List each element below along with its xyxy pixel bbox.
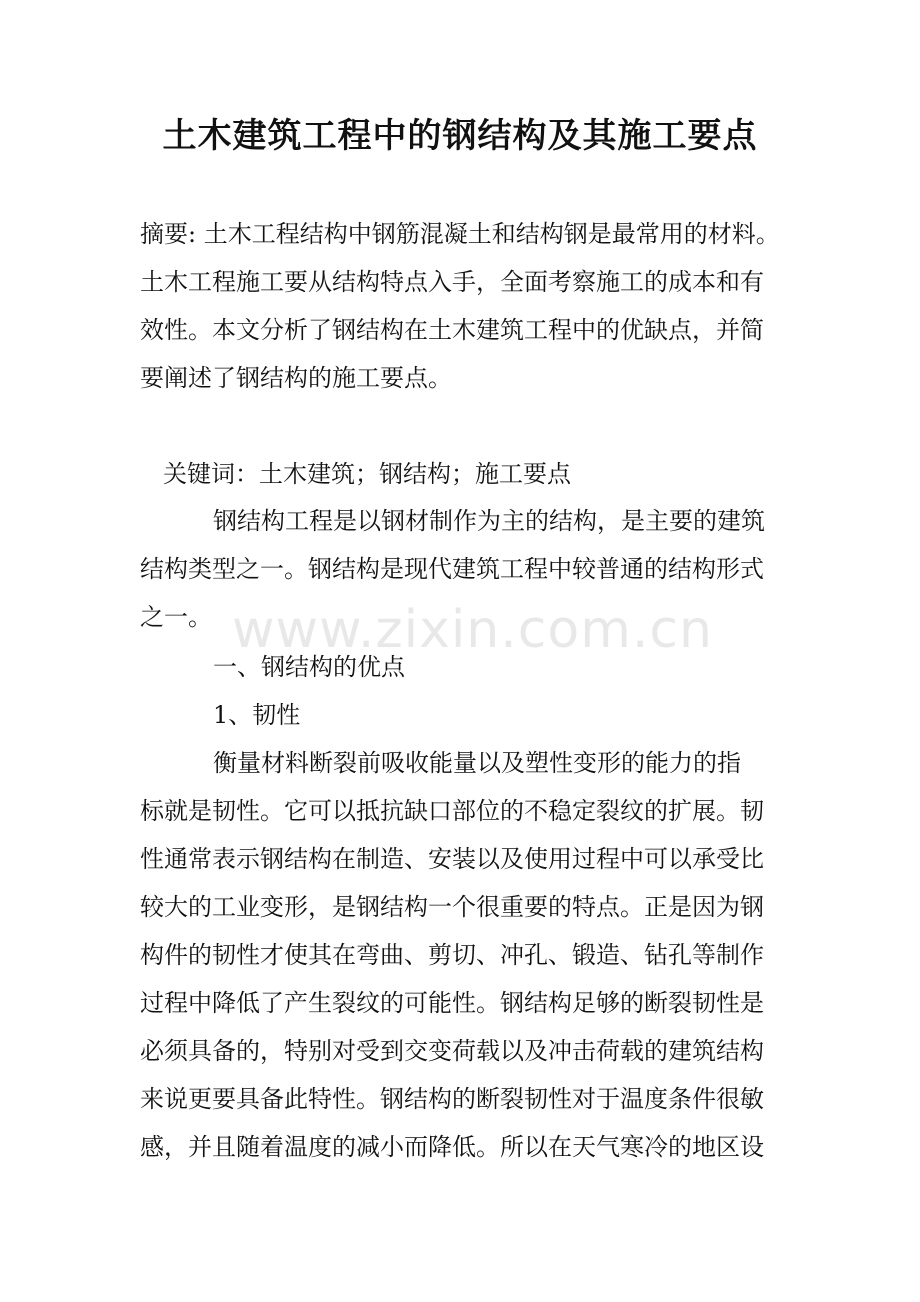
abstract-line: 要阐述了钢结构的施工要点。 — [140, 364, 452, 392]
toughness-line: 过程中降低了产生裂纹的可能性。钢结构足够的断裂韧性是 — [140, 989, 764, 1017]
watermark-text: www.zixin.com.cn — [232, 600, 713, 660]
subsection-heading: 1、韧性 — [213, 701, 301, 729]
toughness-line: 构件的韧性才使其在弯曲、剪切、冲孔、锻造、钻孔等制作 — [140, 941, 764, 969]
intro-line: 之一。 — [140, 603, 212, 631]
toughness-line: 衡量材料断裂前吸收能量以及塑性变形的能力的指 — [213, 749, 741, 777]
intro-line: 结构类型之一。钢结构是现代建筑工程中较普通的结构形式 — [140, 555, 764, 583]
toughness-line: 感，并且随着温度的减小而降低。所以在天气寒冷的地区设 — [140, 1133, 764, 1161]
toughness-line: 来说更要具备此特性。钢结构的断裂韧性对于温度条件很敏 — [140, 1085, 764, 1113]
intro-line: 钢结构工程是以钢材制作为主的结构，是主要的建筑 — [213, 507, 765, 535]
abstract-paragraph — [140, 210, 782, 402]
toughness-paragraph — [140, 739, 782, 1171]
toughness-line: 标就是韧性。它可以抵抗缺口部位的不稳定裂纹的扩展。韧 — [140, 797, 764, 825]
toughness-line: 性通常表示钢结构在制造、安装以及使用过程中可以承受比 — [140, 845, 764, 873]
abstract-line: 土木工程施工要从结构特点入手，全面考察施工的成本和有 — [140, 268, 764, 296]
section-heading: 一、钢结构的优点 — [213, 653, 405, 681]
abstract-line: 摘要: 土木工程结构中钢筋混凝土和结构钢是最常用的材料。 — [140, 220, 780, 248]
toughness-line: 必须具备的，特别对受到交变荷载以及冲击荷载的建筑结构 — [140, 1037, 764, 1065]
abstract-line: 效性。本文分析了钢结构在土木建筑工程中的优缺点，并简 — [140, 316, 764, 344]
document-title: 土木建筑工程中的钢结构及其施工要点 — [162, 116, 758, 156]
keywords-line: 关键词：土木建筑；钢结构；施工要点 — [163, 460, 571, 488]
toughness-line: 较大的工业变形，是钢结构一个很重要的特点。正是因为钢 — [140, 893, 764, 921]
